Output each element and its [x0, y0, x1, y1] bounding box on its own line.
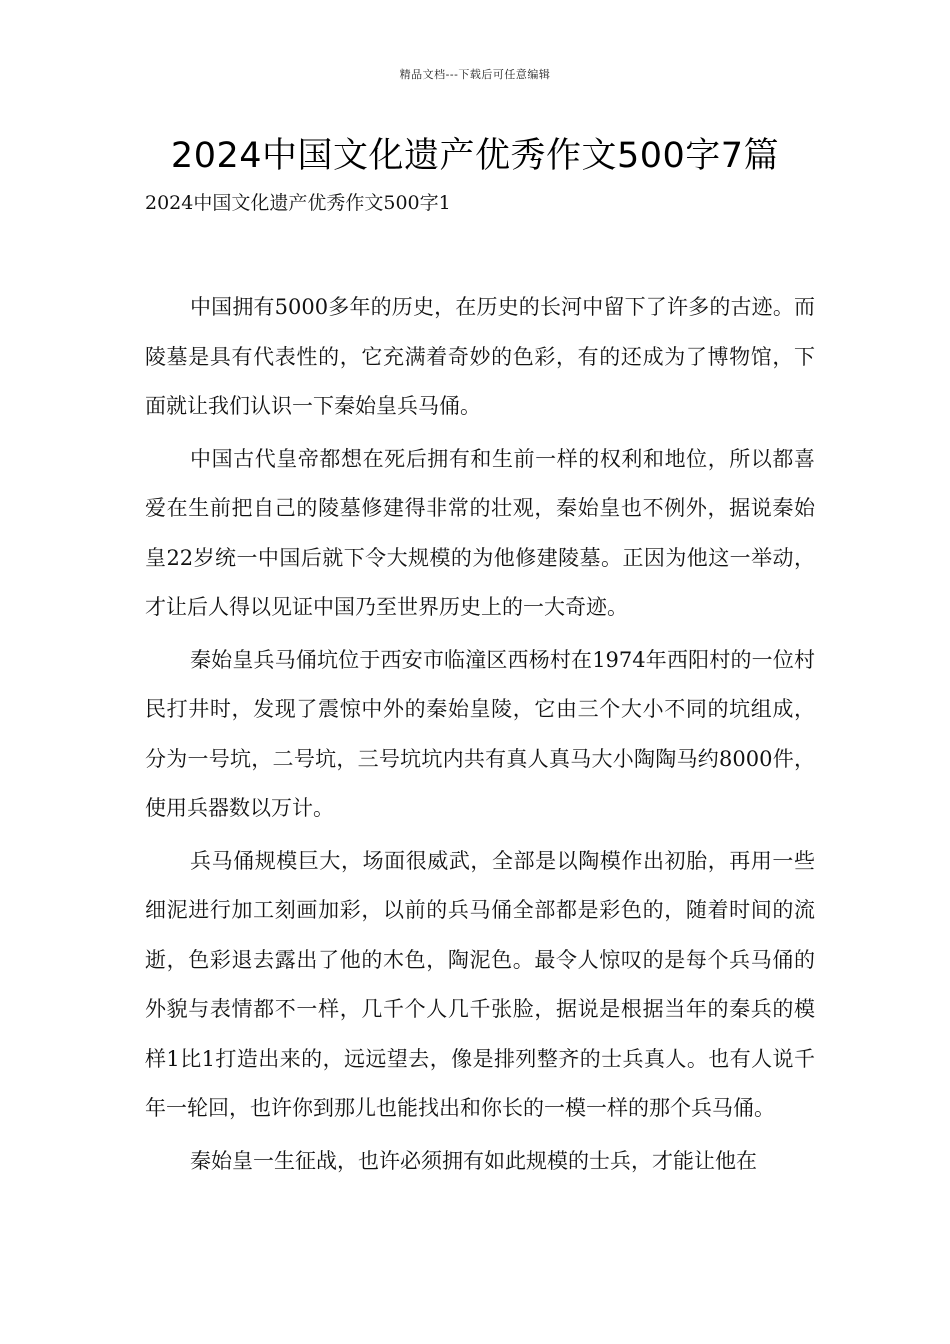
paragraph: 秦始皇一生征战，也许必须拥有如此规模的士兵，才能让他在 [190, 1148, 757, 1173]
document-body [145, 283, 815, 1186]
paragraph: 兵马俑规模巨大，场面很威武，全部是以陶模作出初胎，再用一些细泥进行加工刻画加彩，以前的兵马俑全部都是彩色的，随着时间的流逝，色彩退去露出了他的木色，陶泥色。最令人惊叹的是每个兵马俑的外貌与表情都不一样，几千个人几千张脸，据说是根据当年的秦兵的模样1比1打造出来的，远远望去，像是排列整齐的士兵真人。也有人说千年一轮回，也许你到那儿也能找出和你长的一模一样的那个兵马俑。 [145, 848, 815, 1120]
paragraph: 中国拥有5000多年的历史，在历史的长河中留下了许多的古迹。而陵墓是具有代表性的，它充满着奇妙的色彩，有的还成为了博物馆，下面就让我们认识一下秦始皇兵马俑。 [145, 295, 815, 418]
header-note: 精品文档---下载后可任意编辑 [399, 68, 551, 81]
paragraph: 秦始皇兵马俑坑位于西安市临潼区西杨村在1974年西阳村的一位村民打井时，发现了震惊中外的秦始皇陵，它由三个大小不同的坑组成，分为一号坑，二号坑，三号坑坑内共有真人真马大小陶陶马约8000件，使用兵器数以万计。 [145, 647, 815, 820]
document-subtitle: 2024中国文化遗产优秀作文500字1 [145, 192, 451, 214]
paragraph: 中国古代皇帝都想在死后拥有和生前一样的权利和地位，所以都喜爱在生前把自己的陵墓修建得非常的壮观，秦始皇也不例外，据说秦始皇22岁统一中国后就下令大规模的为他修建陵墓。正因为他这一举动，才让后人得以见证中国乃至世界历史上的一大奇迹。 [145, 446, 815, 619]
document-title: 2024中国文化遗产优秀作文500字7篇 [170, 136, 780, 176]
